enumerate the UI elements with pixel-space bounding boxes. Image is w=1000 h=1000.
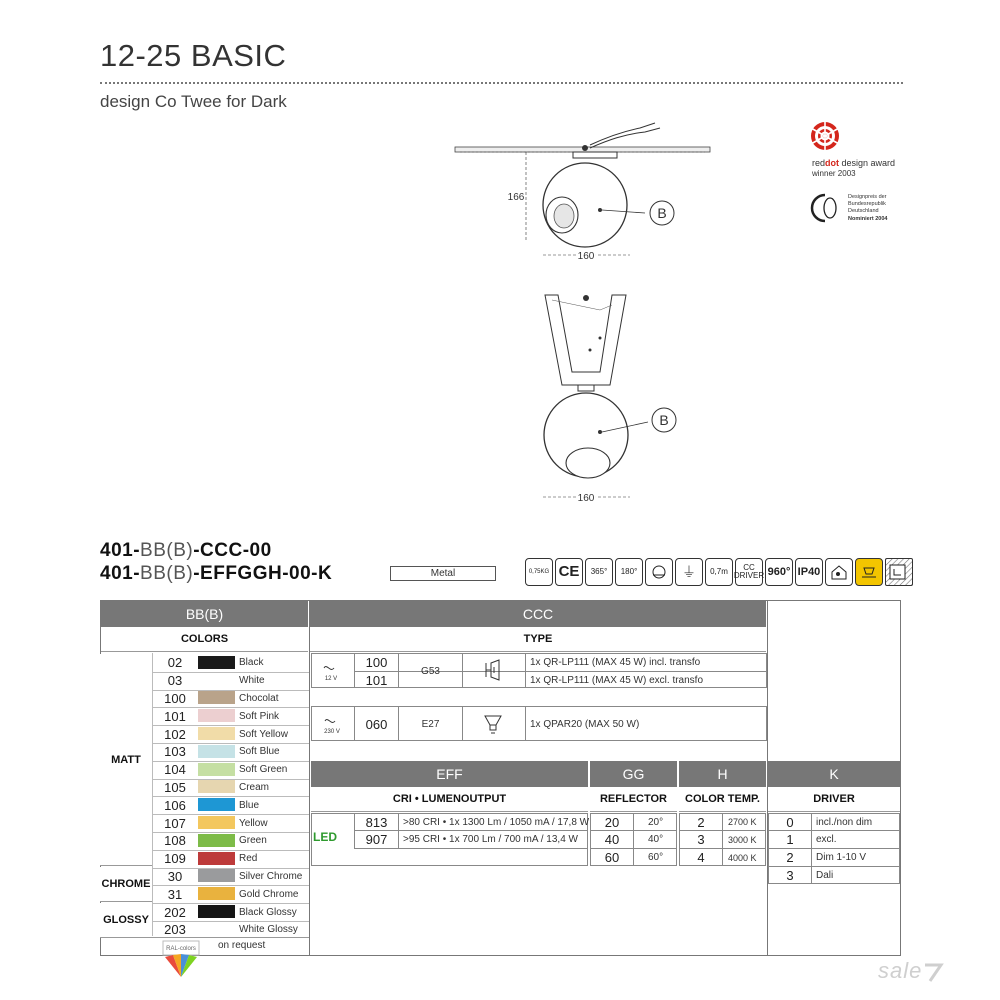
- color-row: [152, 868, 309, 886]
- designpreis-award: [808, 190, 888, 231]
- svg-text:230 V: 230 V: [324, 729, 340, 735]
- divider: [633, 813, 634, 866]
- watermark-logo-icon: [922, 961, 944, 983]
- k-code: 0: [786, 814, 794, 830]
- color-code: 108: [164, 833, 186, 849]
- on-request-label: on request: [218, 940, 266, 951]
- page-subtitle: design Co Twee for Dark: [100, 92, 287, 111]
- earth-icon: ⏚: [675, 558, 703, 586]
- driver-subheader: DRIVER: [768, 787, 900, 812]
- type-desc: 1x QR-LP111 (MAX 45 W) excl. transfo: [530, 674, 704, 686]
- color-row: [152, 743, 309, 761]
- group-chrome: CHROME: [100, 867, 152, 902]
- gg-value: 40°: [648, 834, 664, 845]
- color-swatch: [198, 674, 235, 688]
- color-name: Soft Green: [239, 764, 288, 776]
- color-code: 101: [164, 708, 186, 724]
- pendant-mount-drawing: [543, 295, 676, 504]
- gg-value: 60°: [648, 852, 664, 863]
- label-b-bottom: B: [659, 412, 669, 428]
- color-code: 104: [164, 762, 186, 778]
- ce-icon: CE: [555, 558, 583, 586]
- color-code: 106: [164, 797, 186, 813]
- color-name: Gold Chrome: [239, 888, 299, 900]
- color-code: 03: [167, 673, 183, 689]
- gg-code: 40: [604, 832, 620, 847]
- color-swatch: [198, 745, 235, 759]
- halogen-reflector-icon: [482, 657, 504, 683]
- color-code: 203: [164, 922, 186, 938]
- gg-header: GG: [590, 761, 677, 787]
- reddot-year: winner 2003: [812, 169, 856, 178]
- color-swatch: [198, 816, 235, 830]
- color-swatch: [198, 780, 235, 794]
- ccc-header: CCC: [310, 601, 766, 627]
- divider: [100, 937, 309, 938]
- h-code: 4: [697, 850, 705, 865]
- color-row: [152, 672, 309, 690]
- reddot-text: reddot design award: [812, 158, 896, 168]
- gg-code: 60: [604, 850, 620, 865]
- h-code: 2: [697, 814, 705, 830]
- ral-colors-icon: [160, 939, 202, 979]
- color-code: 102: [164, 726, 186, 742]
- page-title: 12-25 BASIC: [100, 38, 287, 73]
- socket-g53: G53: [421, 665, 440, 677]
- designpreis-text: Designpreis der Bundesrepublik Deutschland Nominiert 2004: [848, 194, 888, 222]
- distance-icon: 0,7m: [705, 558, 733, 586]
- ceiling-icon: [645, 558, 673, 586]
- led-label: LED: [313, 830, 337, 844]
- led-yellow-icon: [855, 558, 883, 586]
- color-name: Soft Pink: [239, 710, 280, 722]
- color-row: [152, 885, 309, 903]
- color-row: [152, 832, 309, 850]
- divider: [462, 706, 463, 741]
- color-code: 31: [167, 886, 183, 902]
- color-swatch: [198, 834, 235, 848]
- color-code: 107: [164, 815, 186, 831]
- color-code: 202: [164, 904, 186, 920]
- color-swatch: [198, 887, 235, 901]
- color-row: [152, 707, 309, 725]
- cri-subheader: CRI • LUMENOUTPUT: [311, 787, 588, 812]
- color-name: Red: [239, 853, 258, 865]
- h-value: 2700 K: [728, 817, 757, 827]
- color-name: Soft Blue: [239, 746, 280, 758]
- color-code: 100: [164, 690, 186, 706]
- k-header: K: [768, 761, 900, 787]
- color-name: Cream: [239, 781, 270, 793]
- color-swatch: [198, 691, 235, 705]
- material-label: Metal: [390, 566, 496, 581]
- divider: [354, 848, 588, 849]
- svg-text:12 V: 12 V: [324, 676, 338, 682]
- k-code: 1: [786, 832, 794, 847]
- ceiling-mount-drawing: [455, 123, 710, 262]
- k-code: 3: [786, 868, 794, 883]
- color-row: [152, 903, 309, 921]
- par-lamp-icon: [482, 711, 504, 737]
- color-code: 109: [164, 851, 186, 867]
- group-glossy: GLOSSY: [100, 903, 152, 937]
- color-row: [152, 796, 309, 814]
- dim-height: 166: [507, 192, 525, 203]
- color-code: 103: [164, 744, 186, 760]
- color-row: [152, 850, 309, 868]
- type-subheader: TYPE: [310, 627, 766, 652]
- color-swatch: [198, 923, 235, 937]
- eff-code: 813: [365, 814, 388, 830]
- gg-value: 20°: [648, 816, 664, 828]
- reflector-subheader: REFLECTOR: [590, 787, 677, 812]
- color-swatch: [198, 763, 235, 777]
- type-code: 101: [365, 672, 388, 688]
- label-b-top: B: [657, 205, 667, 221]
- gg-code: 20: [604, 814, 620, 830]
- eff-desc: >80 CRI • 1x 1300 Lm / 1050 mA / 17,8 W: [403, 816, 590, 828]
- tilt-180-icon: 180°: [615, 558, 643, 586]
- color-swatch: [198, 709, 235, 723]
- color-name: Blue: [239, 799, 260, 811]
- k-value: incl./non dim: [816, 816, 873, 828]
- k-value: Dim 1-10 V: [816, 852, 867, 863]
- dim-width-bottom: 160: [577, 493, 595, 504]
- color-row: [152, 761, 309, 779]
- ac-230v-icon: [318, 710, 346, 736]
- color-code: 105: [164, 779, 186, 795]
- title-divider: [100, 82, 903, 84]
- colortemp-subheader: COLOR TEMP.: [679, 787, 766, 812]
- indoor-icon: [825, 558, 853, 586]
- reddot-award: [808, 118, 896, 178]
- bb-header: BB(B): [101, 601, 308, 627]
- color-code: 30: [167, 868, 183, 884]
- eff-code: 907: [365, 832, 388, 847]
- k-value: excl.: [816, 834, 837, 845]
- socket-e27: E27: [421, 718, 440, 730]
- divider: [722, 813, 723, 866]
- color-name: White Glossy: [239, 924, 298, 936]
- recessed-icon: [885, 558, 913, 586]
- color-name: Green: [239, 835, 267, 847]
- color-row: [152, 654, 309, 672]
- color-code: 02: [167, 655, 183, 671]
- color-name: Black: [239, 657, 264, 669]
- product-drawings: [440, 110, 740, 510]
- certification-icons: [525, 558, 913, 586]
- color-swatch: [198, 798, 235, 812]
- k-code: 2: [786, 850, 794, 865]
- color-name: Chocolat: [239, 692, 279, 704]
- rotation-365-icon: 365°: [585, 558, 613, 586]
- svg-text:RAL-colors: RAL-colors: [166, 946, 196, 952]
- driver-icon: CC DRIVER: [735, 558, 763, 586]
- weight-icon: 0,75KG: [525, 558, 553, 586]
- h-value: 3000 K: [728, 834, 757, 845]
- type-code: 060: [365, 716, 388, 732]
- glow-wire-icon: 960°: [765, 558, 793, 586]
- colors-subheader: COLORS: [101, 627, 308, 652]
- k-value: Dali: [816, 870, 834, 881]
- ac-12v-icon: [318, 657, 344, 683]
- order-code-led: 401-BB(B)-EFFGGH-00-K: [100, 563, 333, 584]
- color-row: [152, 779, 309, 797]
- color-name: Soft Yellow: [239, 728, 288, 740]
- eff-desc: >95 CRI • 1x 700 Lm / 700 mA / 13,4 W: [403, 834, 578, 845]
- color-name: Yellow: [239, 817, 268, 829]
- type-desc: 1x QR-LP111 (MAX 45 W) incl. transfo: [530, 657, 701, 668]
- order-code-halogen: 401-BB(B)-CCC-00: [100, 540, 272, 561]
- h-value: 4000 K: [728, 852, 757, 863]
- color-name: White: [239, 675, 265, 687]
- color-swatch: [198, 852, 235, 866]
- color-swatch: [198, 727, 235, 741]
- color-swatch: [198, 905, 235, 919]
- eff-header: EFF: [311, 761, 588, 787]
- color-row: [152, 690, 309, 708]
- type-code: 100: [365, 655, 388, 670]
- color-swatch: [198, 869, 235, 883]
- color-name: Black Glossy: [239, 906, 297, 918]
- color-row: [152, 725, 309, 743]
- type-desc: 1x QPAR20 (MAX 50 W): [530, 718, 640, 730]
- color-row: [152, 814, 309, 832]
- ip40-icon: IP40: [795, 558, 823, 586]
- h-code: 3: [697, 832, 705, 847]
- sale-watermark: sale: [878, 958, 944, 984]
- group-matt: MATT: [100, 654, 152, 866]
- color-swatch: [198, 656, 235, 670]
- reddot-logo-icon: [808, 118, 842, 154]
- h-header: H: [679, 761, 766, 787]
- color-name: Silver Chrome: [239, 870, 303, 882]
- dim-width-top: 160: [577, 251, 595, 262]
- divider: [309, 600, 310, 956]
- divider: [525, 706, 526, 741]
- designpreis-logo-icon: [808, 190, 844, 226]
